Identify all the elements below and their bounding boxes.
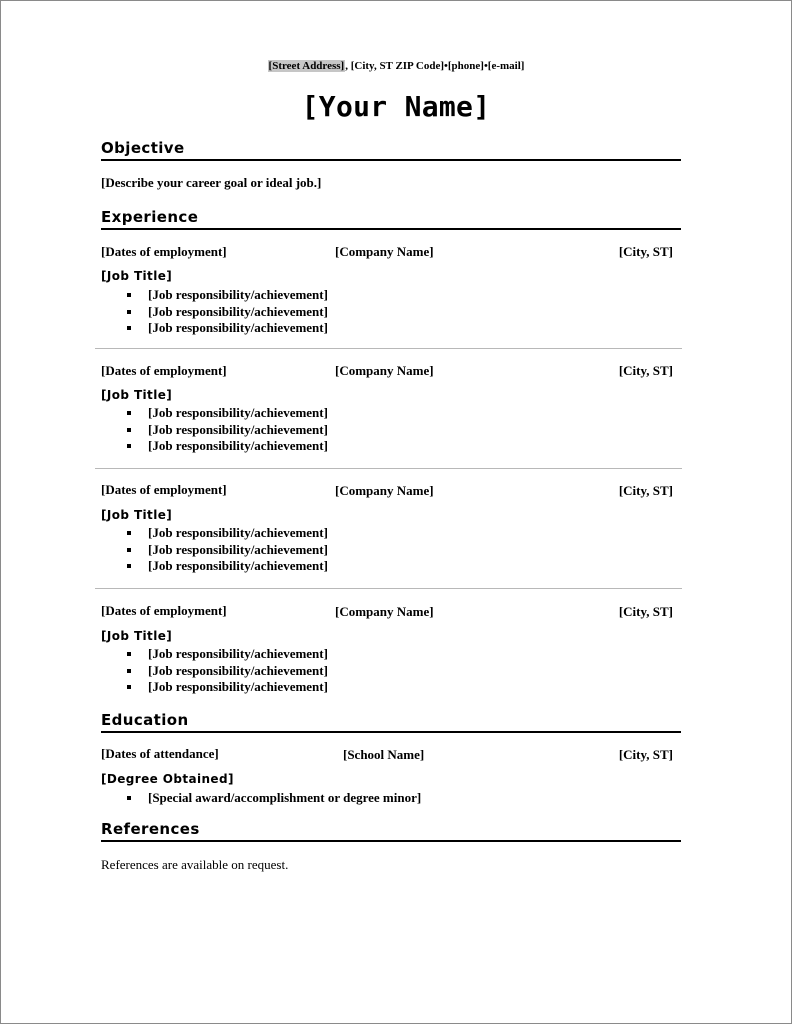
bullet-icon <box>127 444 131 448</box>
education-heading: Education <box>101 711 681 733</box>
education-item-text: [Special award/accomplishment or degree minor] <box>148 790 422 805</box>
job-divider <box>95 348 682 349</box>
responsibility-text: [Job responsibility/achievement] <box>148 525 328 540</box>
list-item[interactable] <box>124 542 328 559</box>
education-city[interactable]: [City, ST] <box>618 747 673 762</box>
bullet-icon <box>127 428 131 432</box>
responsibility-text: [Job responsibility/achievement] <box>148 303 328 319</box>
experience-heading: Experience <box>101 208 681 230</box>
bullet-icon <box>127 652 131 656</box>
job-divider <box>95 588 682 589</box>
responsibility-text: [Job responsibility/achievement] <box>148 679 328 694</box>
street-address[interactable]: [Street Address] <box>268 60 345 72</box>
bullet-icon <box>127 293 131 297</box>
job-company[interactable]: [Company Name] <box>335 244 434 259</box>
list-item[interactable] <box>124 422 328 439</box>
school-name[interactable]: [School Name] <box>343 747 425 762</box>
job-title[interactable]: [Job Title] <box>101 629 173 643</box>
bullet-icon <box>127 531 131 535</box>
job-dates[interactable]: [Dates of employment] <box>101 244 227 259</box>
responsibility-text: [Job responsibility/achievement] <box>148 558 328 573</box>
responsibility-text: [Job responsibility/achievement] <box>148 405 328 420</box>
bullet-icon <box>127 796 131 800</box>
job-company[interactable]: [Company Name] <box>335 483 434 498</box>
job-city[interactable]: [City, ST] <box>618 604 673 619</box>
job-city[interactable]: [City, ST] <box>618 363 673 378</box>
responsibility-text: [Job responsibility/achievement] <box>148 320 328 335</box>
list-item[interactable] <box>124 646 328 663</box>
objective-heading: Objective <box>101 139 681 161</box>
job-city[interactable]: [City, ST] <box>618 244 673 259</box>
job-title[interactable]: [Job Title] <box>101 508 173 522</box>
job-responsibilities <box>124 405 328 455</box>
job-responsibilities <box>124 525 328 575</box>
list-item[interactable] <box>124 405 328 422</box>
responsibility-text: [Job responsibility/achievement] <box>148 287 328 302</box>
degree-obtained[interactable]: [Degree Obtained] <box>101 772 234 786</box>
bullet-icon <box>127 669 131 673</box>
job-title[interactable]: [Job Title] <box>101 388 173 402</box>
list-item[interactable] <box>124 304 328 321</box>
job-responsibilities <box>124 646 328 696</box>
job-divider <box>95 468 682 469</box>
references-text[interactable]: References are available on request. <box>101 857 289 872</box>
list-item[interactable] <box>124 438 328 455</box>
job-title[interactable]: [Job Title] <box>101 269 173 283</box>
bullet-icon <box>127 310 131 314</box>
job-company[interactable]: [Company Name] <box>335 363 434 378</box>
list-item[interactable] <box>124 525 328 542</box>
contact-line <box>1 60 791 72</box>
responsibility-text: [Job responsibility/achievement] <box>148 421 328 437</box>
bullet-icon <box>127 548 131 552</box>
job-city[interactable]: [City, ST] <box>618 483 673 498</box>
list-item[interactable] <box>124 320 328 337</box>
references-heading: References <box>101 820 681 842</box>
job-dates[interactable]: [Dates of employment] <box>101 482 227 497</box>
objective-text[interactable]: [Describe your career goal or ideal job.] <box>101 175 322 190</box>
job-responsibilities <box>124 287 328 337</box>
responsibility-text: [Job responsibility/achievement] <box>148 438 328 453</box>
education-dates[interactable]: [Dates of attendance] <box>101 746 219 761</box>
list-item[interactable] <box>124 558 328 575</box>
contact-details[interactable]: , [City, ST ZIP Code]•[phone]•[e-mail] <box>345 60 525 72</box>
job-company[interactable]: [Company Name] <box>335 604 434 619</box>
job-dates[interactable]: [Dates of employment] <box>101 363 227 378</box>
list-item[interactable] <box>124 679 328 696</box>
list-item[interactable] <box>124 287 328 304</box>
responsibility-text: [Job responsibility/achievement] <box>148 662 328 678</box>
bullet-icon <box>127 685 131 689</box>
list-item[interactable] <box>124 663 328 680</box>
bullet-icon <box>127 564 131 568</box>
responsibility-text: [Job responsibility/achievement] <box>148 541 328 557</box>
education-details <box>124 790 421 807</box>
your-name[interactable]: [Your Name] <box>301 90 491 123</box>
responsibility-text: [Job responsibility/achievement] <box>148 646 328 661</box>
list-item[interactable] <box>124 790 421 807</box>
bullet-icon <box>127 411 131 415</box>
bullet-icon <box>127 326 131 330</box>
job-dates[interactable]: [Dates of employment] <box>101 603 227 618</box>
